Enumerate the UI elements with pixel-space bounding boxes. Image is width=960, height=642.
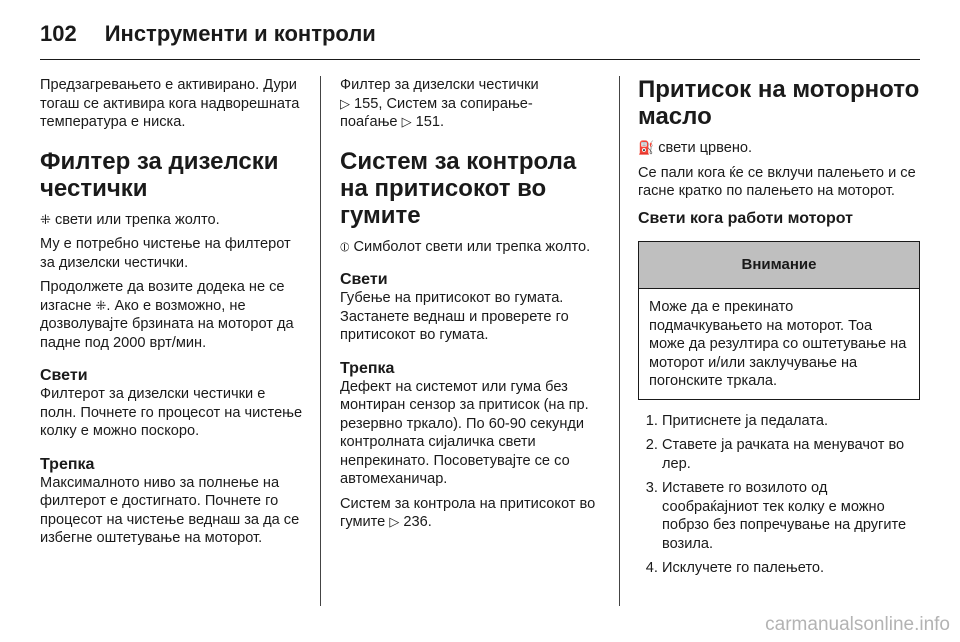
flash-text: Максималното ниво за полнење на филтерот е достигнато. Почнете го процесот на чистење веднаш за да се избегне оштетување на моторот. [40, 474, 300, 546]
oil-pressure-heading: Притисок на моторното масло [638, 76, 920, 130]
tire-pressure-icon: ⦶ [340, 238, 350, 254]
diesel-filter-icon: ⁜ [95, 297, 107, 313]
cross-reference: Систем за контрола на притисокот во гумите ▷ 236. [340, 495, 596, 530]
lit-heading: Свети [340, 271, 388, 288]
caution-text: Може да е прекинато подмачкувањето на моторот. Тоа може да резултира со оштетување на моторот и/или заклучување на погонските тркала. [649, 299, 907, 389]
page-ref-arrow-icon: ▷ [401, 114, 412, 129]
diesel-filter-status: ⁜ свети или трепка жолто. [40, 211, 220, 228]
list-item: 1. Притиснете ја педалата. [662, 412, 920, 431]
intro-paragraph: Предзагревањето е активирано. Дури тогаш се активира кога надворешната температура е ниска. [40, 77, 300, 130]
list-item: 4. Исклучете го палењето. [662, 559, 920, 578]
engine-running-heading: Свети кога работи моторот [638, 209, 853, 227]
diesel-filter-para1: Му е потребно чистење на филтерот за дизелски честички. [40, 236, 291, 271]
column-divider-2 [619, 76, 620, 606]
page-ref-arrow-icon: ▷ [340, 95, 350, 111]
tire-pressure-status: ⦶ Симболот свети или трепка жолто. [340, 238, 591, 255]
list-item: 3. Иставете го возилото од сообраќајниот тек колку е можно побрзо без попречување на другите возила. [662, 479, 920, 553]
oil-pressure-status: ⛽ свети црвено. [638, 140, 753, 156]
diesel-filter-para2: Продолжете да возите додека не се изгасне ⁜. Ако е возможно, не дозволувајте брзината на моторот да падне под 2000 врт/мин. [40, 279, 294, 351]
oil-can-icon: ⛽ [638, 140, 655, 155]
diesel-filter-icon: ⁜ [40, 211, 51, 227]
lit-text: Филтерот за дизелски честички е полн. Почнете го процесот на чистење колку е можно поскоро. [40, 386, 303, 439]
diesel-filter-heading: Филтер за дизелски честички [40, 147, 279, 202]
oil-pressure-para1: Се пали кога ќе се вклучи палењето и се гасне кратко по палењето на моторот. [638, 164, 916, 199]
header-rule [40, 59, 920, 60]
tire-pressure-heading: Систем за контрола на притисокот во гумите [340, 147, 577, 229]
flash-heading: Трепка [40, 455, 95, 473]
caution-title: Внимание [639, 242, 919, 290]
lit-heading: Свети [40, 367, 88, 384]
page-header [40, 14, 376, 54]
caution-box [638, 241, 920, 400]
lit-text: Губење на притисокот во гумата. Застанете веднаш и проверете го притисокот во гумата. [340, 290, 569, 343]
flash-text: Дефект на системот или гума без монтиран сензор за притисок (на пр. резервно тркало). По 60-90 секунди контролната сијаличка свети непрекинато. Посоветувајте се со автомеханичар. [340, 378, 589, 487]
column-3 [638, 76, 920, 584]
list-item: 2. Ставете ја рачката на менувачот во лер. [662, 436, 920, 473]
cross-references: Филтер за дизелски честички ▷ 155, Систем за сопирање- поаѓање ▷ 151. [340, 77, 539, 130]
page-number: 102 [40, 21, 77, 46]
column-1 [40, 76, 304, 554]
steps-list [638, 412, 920, 578]
flash-heading: Трепка [340, 359, 395, 377]
watermark: carmanualsonline.info [765, 614, 950, 635]
chapter-title: Инструменти и контроли [104, 21, 376, 46]
column-2 [340, 76, 604, 538]
column-divider-1 [320, 76, 321, 606]
page-ref-arrow-icon: ▷ [389, 514, 400, 529]
